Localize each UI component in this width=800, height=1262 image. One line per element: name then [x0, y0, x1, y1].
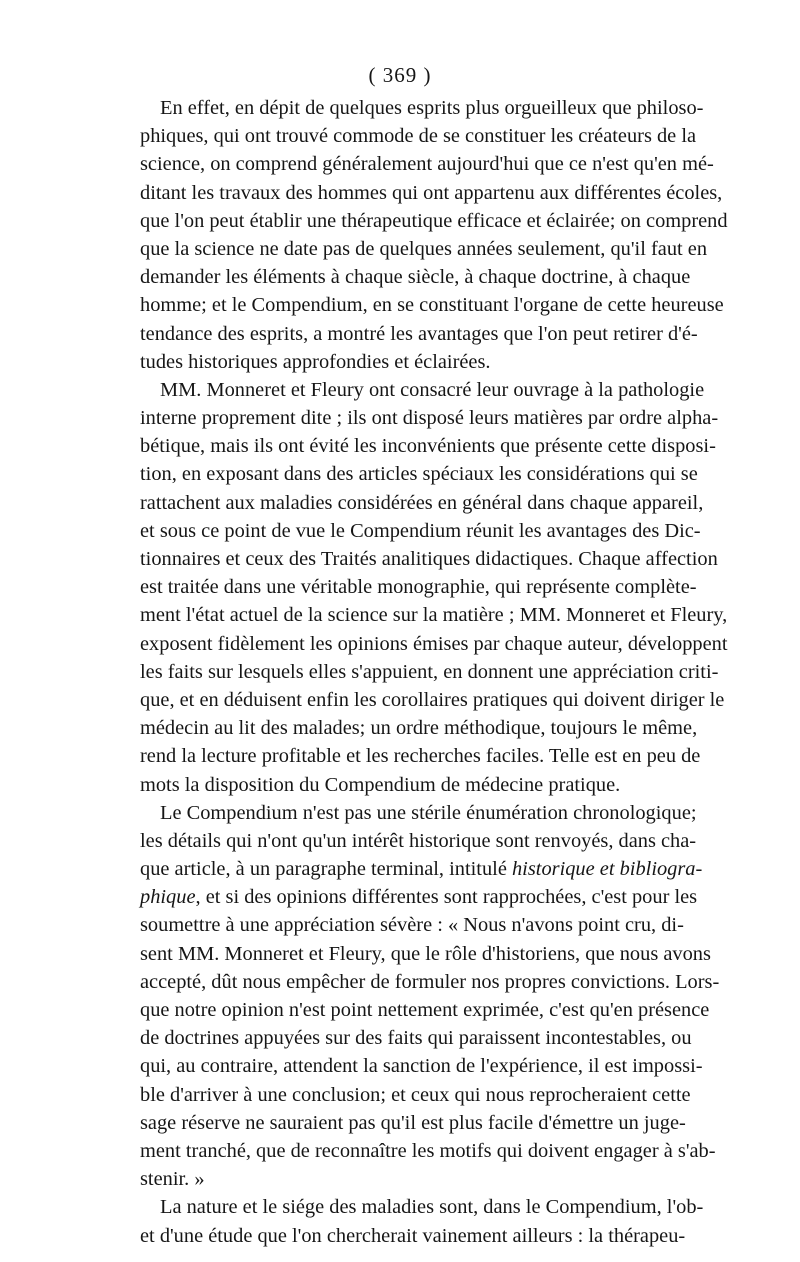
- text-segment: , et si des opinions différentes sont rapprochées, c'est pour les: [195, 886, 698, 909]
- text-segment: ble d'arriver à une conclusion; et ceux qui nous reprocheraient cette: [140, 1083, 691, 1106]
- text-line: [140, 432, 716, 460]
- text-segment: sage réserve ne sauraient pas qu'il est plus facile d'émettre un juge-: [140, 1111, 686, 1134]
- text-segment: soumettre à une appréciation sévère : « Nous n'avons point cru, di-: [140, 914, 684, 937]
- text-line: [140, 94, 704, 122]
- text-line: [140, 376, 705, 404]
- text-segment: science, on comprend généralement aujourd'hui que ce n'est qu'en mé-: [140, 153, 714, 176]
- text-line: [140, 517, 701, 545]
- italic-text: phique: [140, 886, 196, 909]
- text-segment: les détails qui n'ont qu'un intérêt historique sont renvoyés, dans cha-: [140, 829, 697, 852]
- text-line: [140, 996, 710, 1024]
- text-segment: phiques, qui ont trouvé commode de se constituer les créateurs de la: [140, 125, 697, 148]
- text-line: [140, 1165, 670, 1193]
- italic-text: historique et bibliogra-: [511, 858, 703, 881]
- text-line: [140, 855, 703, 883]
- text-segment: demander les éléments à chaque siècle, à chaque doctrine, à chaque: [140, 266, 691, 289]
- text-segment: les faits sur lesquels elles s'appuient, en donnent une appréciation criti-: [140, 660, 719, 683]
- text-line: [140, 771, 670, 799]
- text-segment: ditant les travaux des hommes qui ont appartenu aux différentes écoles,: [140, 181, 723, 204]
- text-line: [140, 150, 714, 178]
- text-line: [140, 489, 704, 517]
- text-line: [140, 291, 724, 319]
- text-segment: tion, en exposant dans des articles spéciaux les considérations qui se: [140, 463, 698, 486]
- text-line: [140, 1193, 704, 1221]
- text-segment: tionnaires et ceux des Traités analitiques didactiques. Chaque affection: [140, 548, 718, 570]
- text-segment: que la science ne date pas de quelques années seulement, qu'il faut en: [140, 237, 708, 260]
- text-segment: et sous ce point de vue le Compendium réunit les avantages des Dic-: [140, 519, 701, 542]
- text-line: [140, 630, 728, 658]
- text-line: [140, 799, 697, 827]
- text-segment: ment l'état actuel de la science sur la matière ; MM. Monneret et Fleury,: [140, 604, 728, 627]
- text-line: [140, 883, 698, 911]
- text-line: [140, 601, 728, 629]
- text-segment: bétique, mais ils ont évité les inconvénients que présente cette disposi-: [140, 435, 716, 458]
- text-line: [140, 968, 720, 996]
- text-segment: interne proprement dite ; ils ont disposé leurs matières par ordre alpha-: [140, 407, 719, 430]
- text-line: [140, 1081, 691, 1109]
- text-line: [140, 573, 697, 601]
- body-text: [140, 94, 728, 1250]
- text-segment: exposent fidèlement les opinions émises par chaque auteur, développent: [140, 632, 728, 655]
- text-line: [140, 122, 697, 150]
- text-segment: La nature et le siége des maladies sont, dans le Compendium, l'ob-: [160, 1196, 704, 1219]
- text-segment: tendance des esprits, a montré les avantages que l'on peut retirer d'é-: [140, 322, 698, 345]
- text-segment: mots la disposition du Compendium de médecine pratique.: [140, 773, 621, 796]
- text-segment: que, et en déduisent enfin les corollaires pratiques qui doivent diriger le: [140, 688, 725, 711]
- text-line: [140, 348, 670, 376]
- text-segment: que l'on peut établir une thérapeutique efficace et éclairée; on comprend: [140, 209, 728, 232]
- text-line: [140, 1109, 686, 1137]
- text-line: [140, 940, 711, 968]
- text-line: [140, 1024, 692, 1052]
- text-line: [140, 460, 698, 488]
- text-segment: rend la lecture profitable et les recherches faciles. Telle est en peu de: [140, 745, 701, 768]
- text-segment: est traitée dans une véritable monographie, qui représente complète-: [140, 576, 697, 599]
- page-number: ( 369 ): [368, 63, 432, 87]
- text-line: [140, 742, 701, 770]
- text-segment: MM. Monneret et Fleury ont consacré leur ouvrage à la pathologie: [160, 378, 705, 401]
- text-line: [140, 1137, 716, 1165]
- text-segment: En effet, en dépit de quelques esprits plus orgueilleux que philoso-: [160, 97, 704, 119]
- text-segment: accepté, dût nous empêcher de formuler nos propres convictions. Lors-: [140, 970, 720, 993]
- text-line: [140, 658, 719, 686]
- text-line: [140, 207, 728, 235]
- text-segment: rattachent aux maladies considérées en général dans chaque appareil,: [140, 491, 704, 514]
- text-segment: sent MM. Monneret et Fleury, que le rôle d'historiens, que nous avons: [140, 942, 711, 965]
- text-segment: homme; et le Compendium, en se constituant l'organe de cette heureuse: [140, 294, 724, 317]
- text-line: [140, 235, 708, 263]
- text-segment: ment tranché, que de reconnaître les motifs qui doivent engager à s'ab-: [140, 1139, 716, 1162]
- text-segment: et d'une étude que l'on chercherait vainement ailleurs : la thérapeu-: [140, 1224, 686, 1247]
- text-segment: tudes historiques approfondies et éclairées.: [140, 350, 491, 373]
- text-line: [140, 320, 698, 348]
- text-segment: que notre opinion n'est point nettement exprimée, c'est qu'en présence: [140, 999, 710, 1021]
- text-line: [140, 545, 718, 573]
- text-line: [140, 911, 684, 939]
- text-line: [140, 827, 697, 855]
- text-segment: stenir. »: [140, 1168, 205, 1191]
- text-line: [140, 686, 725, 714]
- text-segment: médecin au lit des malades; un ordre méthodique, toujours le même,: [140, 717, 698, 740]
- text-segment: de doctrines appuyées sur des faits qui paraissent incontestables, ou: [140, 1027, 692, 1050]
- text-segment: Le Compendium n'est pas une stérile énumération chronologique;: [160, 801, 697, 824]
- text-segment: que article, à un paragraphe terminal, intitulé: [140, 858, 512, 881]
- text-segment: qui, au contraire, attendent la sanction de l'expérience, il est impossi-: [140, 1055, 703, 1078]
- text-line: [140, 404, 719, 432]
- text-line: [140, 1052, 703, 1080]
- text-line: [140, 1222, 686, 1250]
- text-line: [140, 263, 691, 291]
- text-line: [140, 179, 723, 207]
- text-line: [140, 714, 698, 742]
